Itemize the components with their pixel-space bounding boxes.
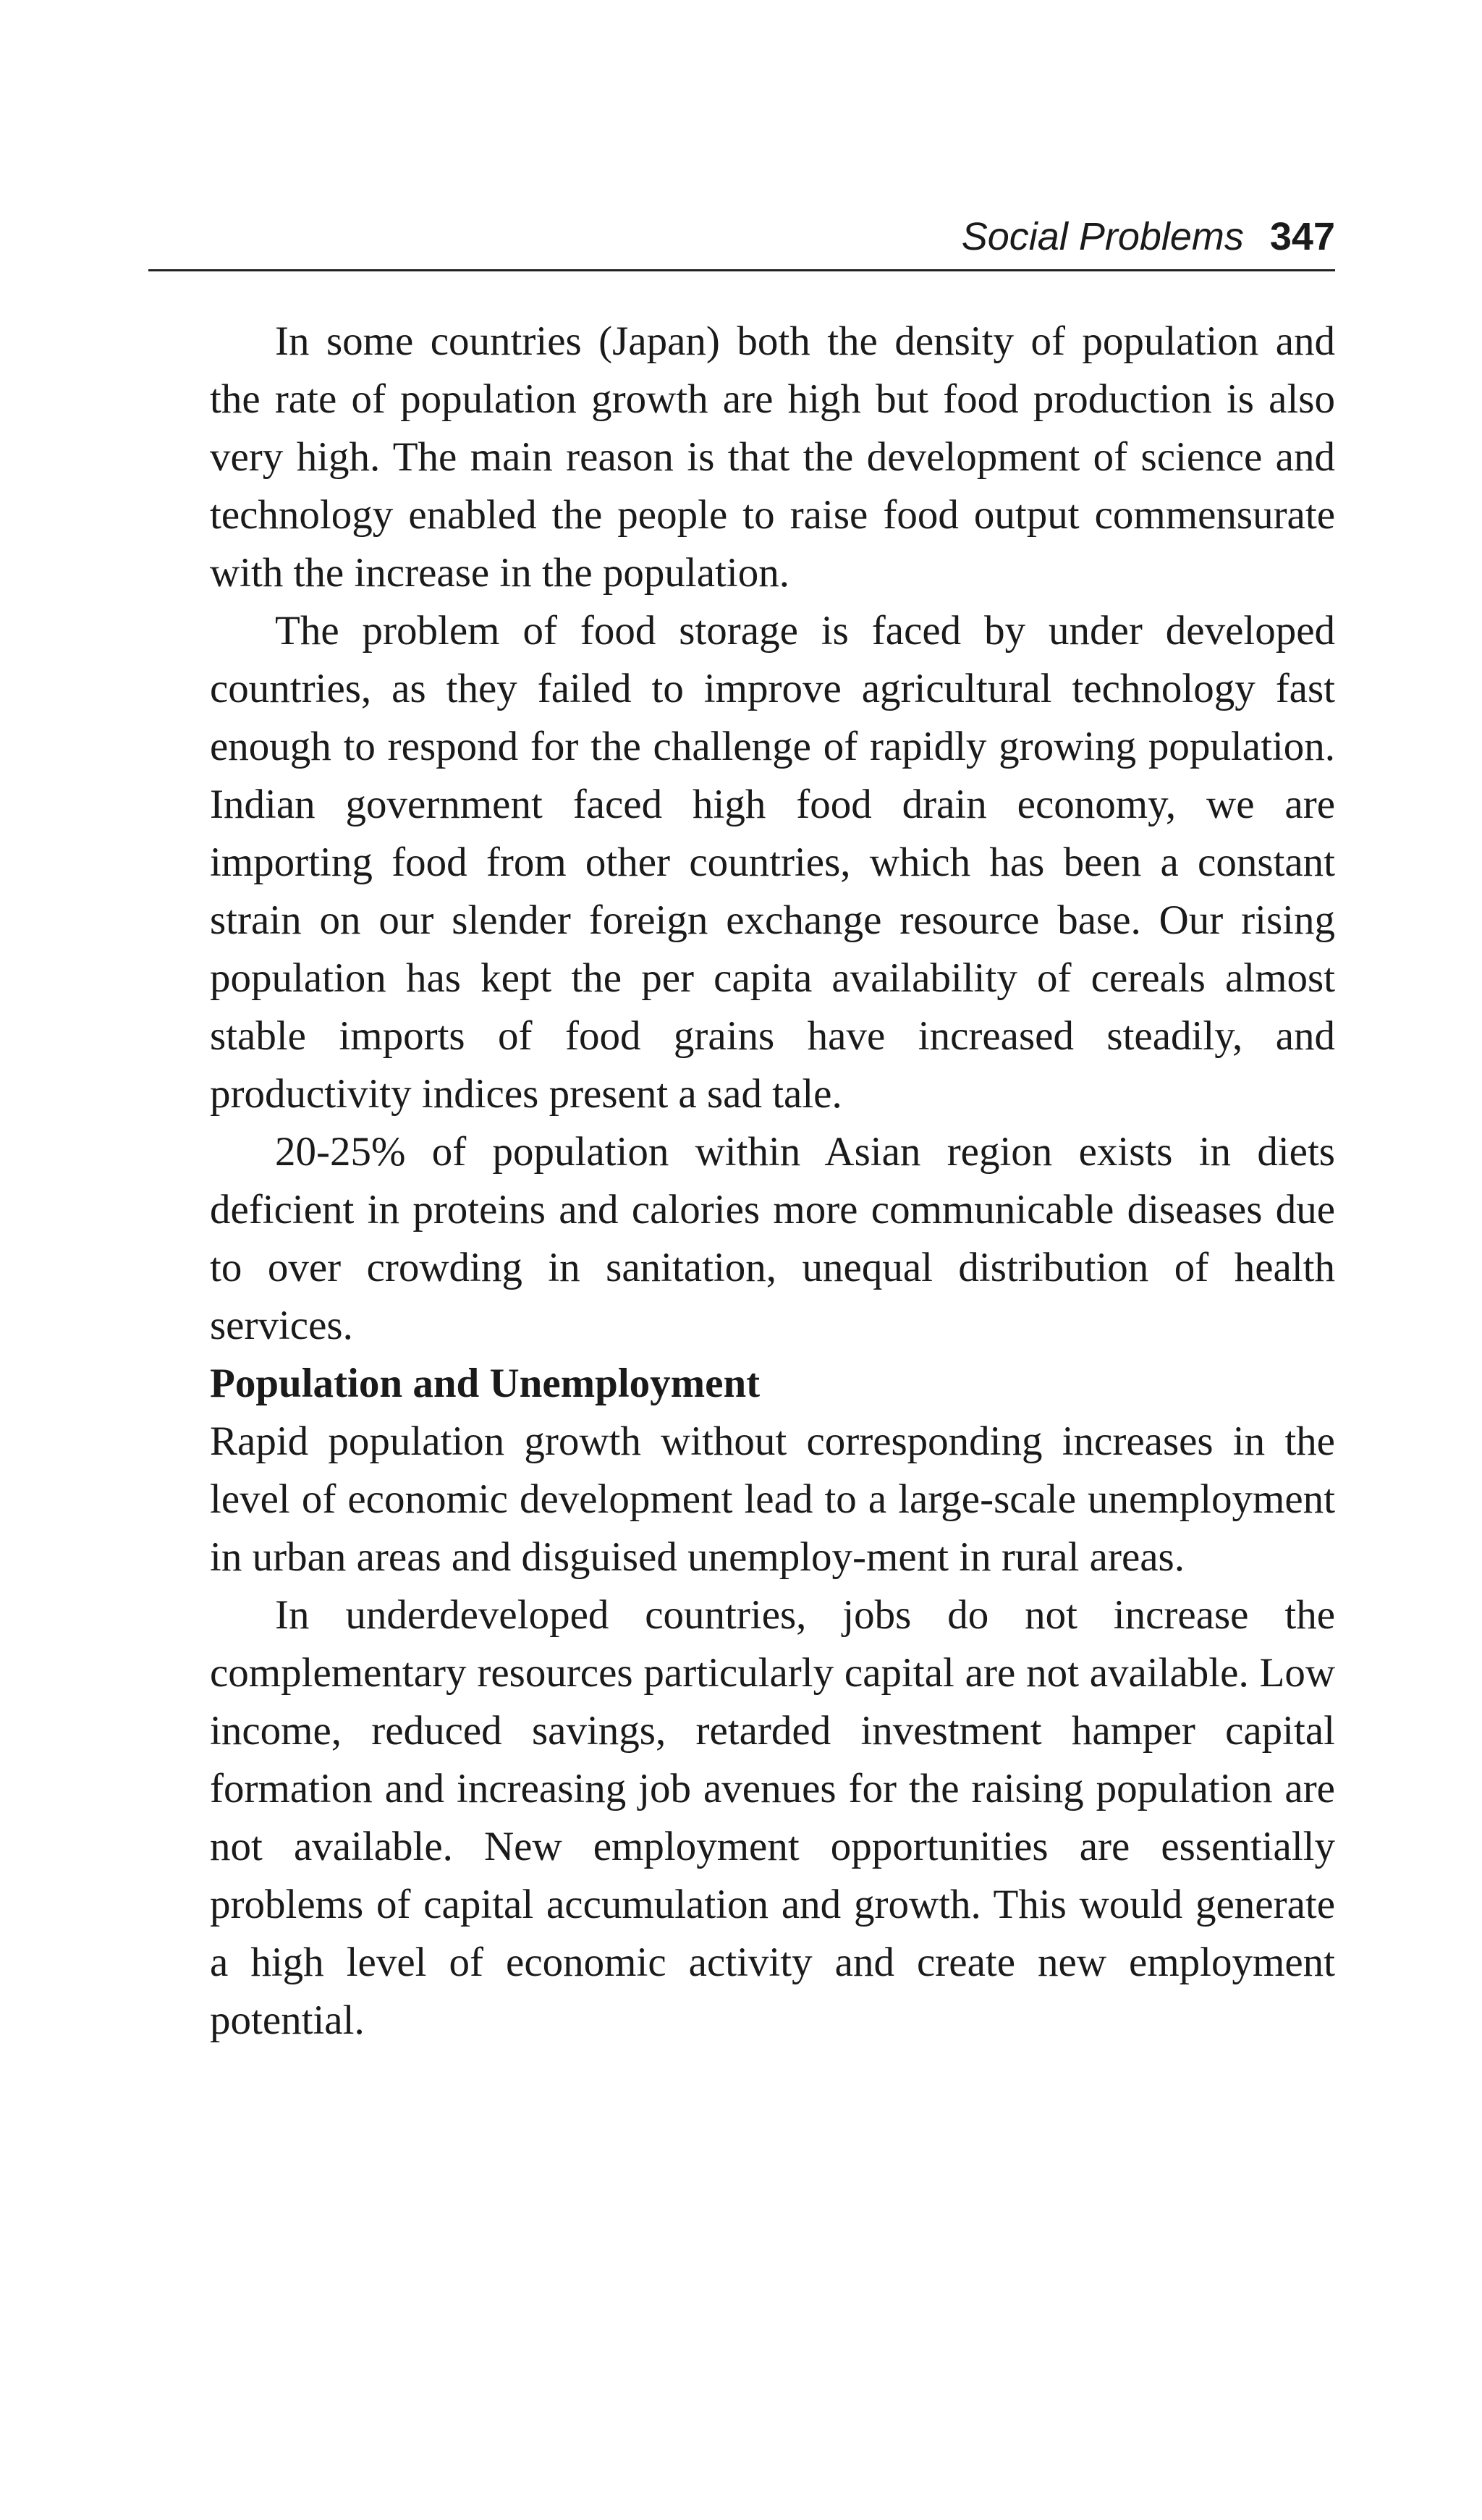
paragraph-asian-diets: 20-25% of population within Asian region exists in diets deficient in proteins and calories more communicable diseases due to over crowding in sanitation, unequal distribution of health services. <box>210 1129 1335 1348</box>
paragraph-underdeveloped: In underdeveloped countries, jobs do not increase the complementary resources particularly capital are not available. Low income, reduced savings, retarded investment hamper capital formation and increasing job avenues for the raising population are not available. New employment opportunities are essentially problems of capital accumulation and growth. This would generate a high level of economic activity and create new employment potential. <box>210 1592 1335 2043</box>
running-header <box>148 214 1335 272</box>
body-text <box>210 313 1335 2050</box>
paragraph-japan: In some countries (Japan) both the density of population and the rate of population growth are high but food production is also very high. The main reason is that the development of science and technology enabled the people to raise food output commensurate with the increase in the population. <box>210 318 1335 596</box>
header-rule <box>148 269 1335 271</box>
header-title: Social Problems <box>961 215 1244 258</box>
page-number: 347 <box>1269 215 1335 258</box>
section-heading: Population and Unemployment <box>210 1361 761 1406</box>
paragraph-unemployment: Rapid population growth without corresponding increases in the level of economic development lead to a large-scale unemployment in urban areas and disguised unemploy-ment in rural areas. <box>210 1418 1335 1580</box>
paragraph-food-storage: The problem of food storage is faced by under developed countries, as they failed to improve agricultural technology fast enough to respond for the challenge of rapidly growing population. Indian government faced high food drain economy, we are importing food from other countries, which has been a constant strain on our slender foreign exchange resource base. Our rising population has kept the per capita availability of cereals almost stable imports of food grains have increased steadily, and productivity indices present a sad tale. <box>210 608 1335 1117</box>
